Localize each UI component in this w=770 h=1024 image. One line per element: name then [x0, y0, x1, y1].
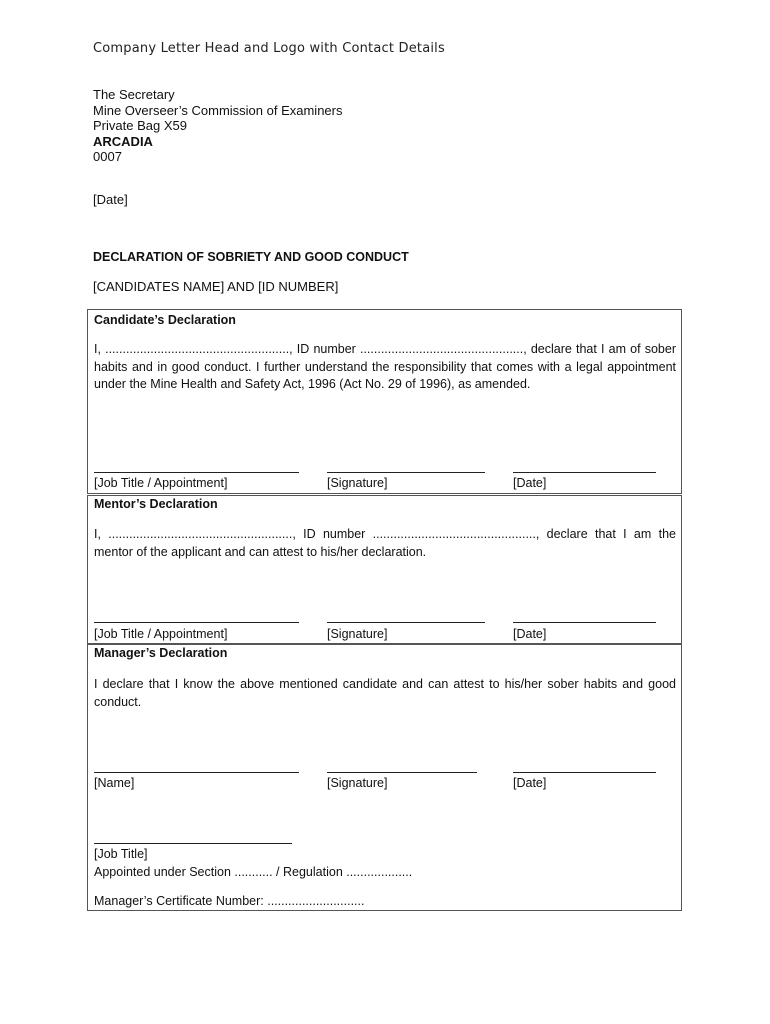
candidate-declaration-box	[87, 309, 682, 494]
job-title-label: [Job Title / Appointment]	[94, 627, 228, 641]
signature-line	[327, 622, 485, 623]
manager-declaration-heading: Manager’s Declaration	[94, 646, 228, 660]
date-label: [Date]	[513, 627, 547, 641]
date-line	[513, 472, 656, 473]
job-title-signature-line	[94, 622, 299, 623]
candidate-name-id-line: [CANDIDATES NAME] AND [ID NUMBER]	[93, 279, 339, 294]
date-line	[513, 772, 656, 773]
address-code: 0007	[93, 149, 122, 164]
address-line-3: Private Bag X59	[93, 118, 187, 133]
signature-label: [Signature]	[327, 627, 388, 641]
signature-label: [Signature]	[327, 776, 388, 790]
manager-declaration-text: I declare that I know the above mentioned candidate and can attest to his/her sober habits and good conduct.	[94, 677, 676, 709]
document-title: DECLARATION OF SOBRIETY AND GOOD CONDUCT	[93, 250, 409, 264]
appointed-under-line: Appointed under Section ........... / Regulation ...................	[94, 865, 413, 879]
signature-label: [Signature]	[327, 476, 388, 490]
date-label: [Date]	[513, 776, 547, 790]
letterhead-placeholder: Company Letter Head and Logo with Contact Details	[93, 41, 445, 56]
signature-line	[327, 472, 485, 473]
mentor-declaration-text: I, ....................................................., ID number ..............................................., declare that I am the mentor of the applicant and can attest to his/her declaration.	[94, 527, 676, 559]
date-label: [Date]	[513, 476, 547, 490]
job-title-label: [Job Title / Appointment]	[94, 476, 228, 490]
recipient-address	[93, 87, 342, 165]
address-city: ARCADIA	[93, 133, 153, 149]
candidate-declaration-text: I, ....................................................., ID number ..............................................., declare that I am of sober habits and in good conduct. I further understand the responsibility that comes with a legal appointment under the Mine Health and Safety Act, 1996 (Act No. 29 of 1996), as amended.	[94, 342, 676, 391]
name-signature-line	[94, 772, 299, 773]
mentor-declaration-box	[87, 495, 682, 644]
address-line-1: The Secretary	[93, 87, 175, 102]
date-placeholder: [Date]	[93, 192, 128, 207]
job-title-signature-line	[94, 472, 299, 473]
manager-certificate-number: Manager’s Certificate Number: ............................	[94, 894, 365, 908]
mentor-declaration-heading: Mentor’s Declaration	[94, 497, 218, 511]
candidate-declaration-heading: Candidate’s Declaration	[94, 313, 236, 327]
job-title-label: [Job Title]	[94, 847, 148, 861]
job-title-signature-line	[94, 843, 292, 844]
address-line-2: Mine Overseer’s Commission of Examiners	[93, 102, 343, 118]
manager-declaration-box	[87, 644, 682, 911]
signature-line	[327, 772, 477, 773]
name-label: [Name]	[94, 776, 135, 790]
date-line	[513, 622, 656, 623]
